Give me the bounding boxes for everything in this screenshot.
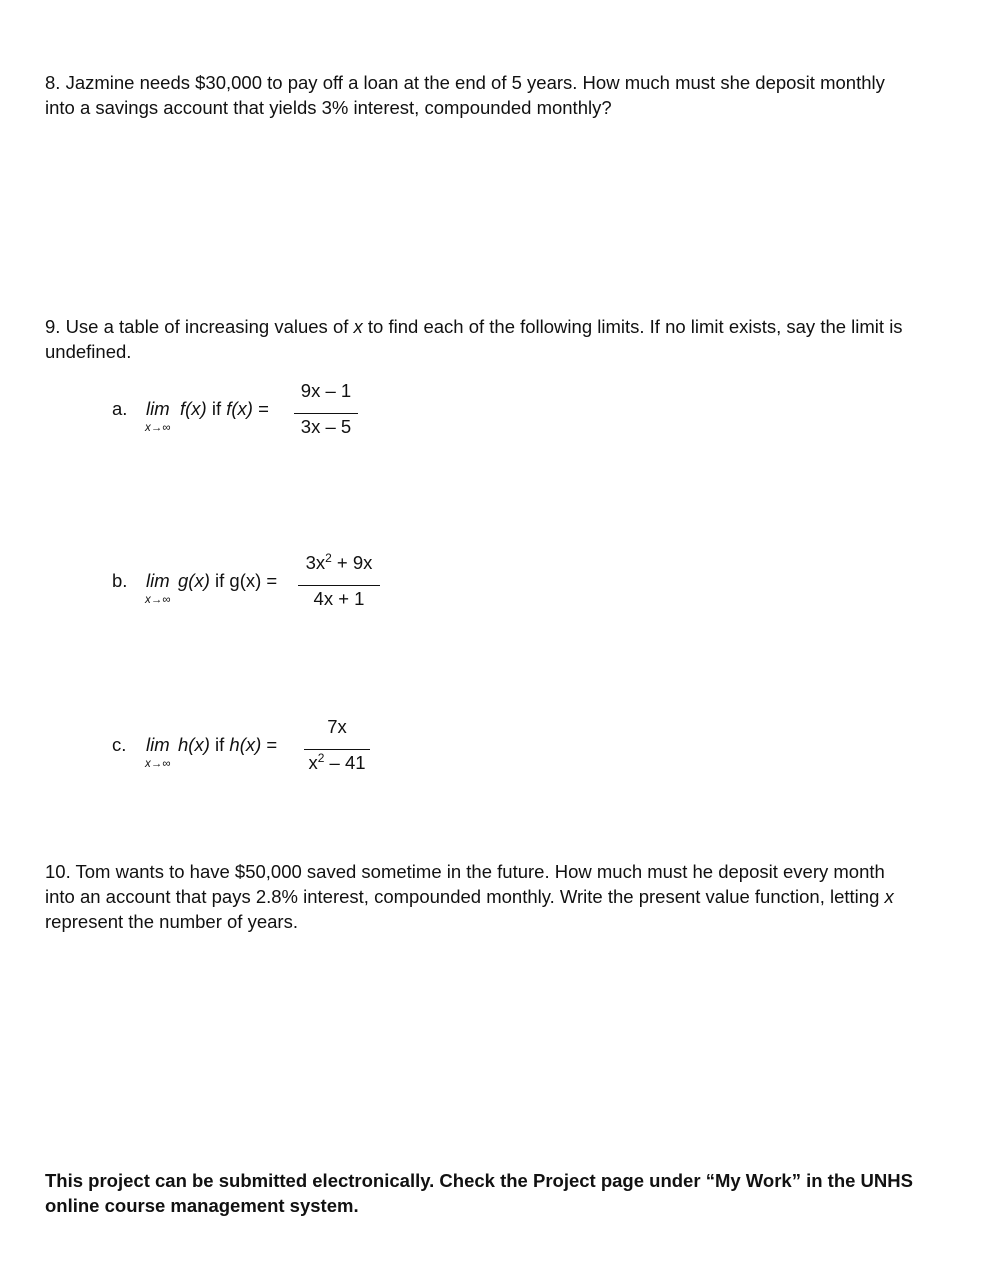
question-10-text-a: 10. Tom wants to have $50,000 saved sometime in the future. How much must he deposit every month into an account that pays 2.8% interest, compounded monthly. Write the present value function, letting (45, 861, 885, 907)
limit-part-c (112, 716, 432, 804)
limit-operator: lim (146, 570, 170, 591)
fraction-bar (304, 749, 370, 750)
numerator-exponent: 2 (325, 550, 332, 565)
limit-expression (178, 734, 277, 756)
fraction-denominator: 3x – 5 (300, 416, 352, 437)
question-10 (45, 859, 915, 934)
if-text: if (206, 398, 227, 419)
fraction-numerator (298, 552, 380, 574)
fraction-denominator: 4x + 1 (313, 588, 365, 609)
question-9-variable: x (353, 316, 363, 337)
part-letter: a. (112, 398, 128, 419)
limit-part-a (112, 380, 412, 468)
fraction-denominator (304, 752, 370, 774)
equals-sign: = (261, 570, 278, 591)
question-9-text-b: to find each of the following limits. If no limit exists, say the limit is undefined. (45, 316, 903, 362)
question-8: 8. Jazmine needs $30,000 to pay off a loan at the end of 5 years. How much must she deposit monthly into a savings account that yields 3% interest, compounded monthly? (45, 72, 885, 118)
fraction-numerator: 9x – 1 (300, 380, 352, 401)
limit-subscript: x→∞ (145, 758, 171, 770)
question-10-variable: x (884, 886, 894, 907)
limit-function: h(x) (178, 734, 210, 755)
limit-expression (178, 570, 277, 592)
limit-function: f(x) (180, 398, 207, 419)
question-9 (45, 314, 915, 364)
submission-note: This project can be submitted electronically. Check the Project page under “My Work” in the UNHS online course management system. (45, 1170, 913, 1216)
question-10-text-b: represent the number of years. (45, 911, 298, 932)
equals-sign: = (252, 398, 269, 419)
limit-operator: lim (146, 398, 170, 419)
function-definition: f(x) (226, 398, 253, 419)
fraction-bar (298, 585, 380, 586)
fraction-numerator: 7x (327, 716, 347, 737)
fraction-bar (294, 413, 358, 414)
denominator-base: x (308, 752, 318, 773)
limit-subscript: x→∞ (145, 594, 171, 606)
numerator-rest: + 9x (331, 552, 373, 573)
limit-part-b (112, 550, 432, 640)
if-text: if (209, 570, 230, 591)
if-text: if (209, 734, 230, 755)
denominator-rest: – 41 (324, 752, 366, 773)
question-9-text-a: 9. Use a table of increasing values of (45, 316, 354, 337)
function-definition: h(x) (229, 734, 262, 755)
limit-function: g(x) (178, 570, 210, 591)
equals-sign: = (261, 734, 278, 755)
numerator-base: 3x (305, 552, 326, 573)
denominator-exponent: 2 (317, 750, 325, 765)
limit-expression (180, 398, 269, 420)
function-definition: g(x) (229, 570, 262, 591)
limit-subscript: x→∞ (145, 422, 171, 434)
limit-operator: lim (146, 734, 170, 755)
part-letter: b. (112, 570, 128, 591)
part-letter: c. (112, 734, 127, 755)
